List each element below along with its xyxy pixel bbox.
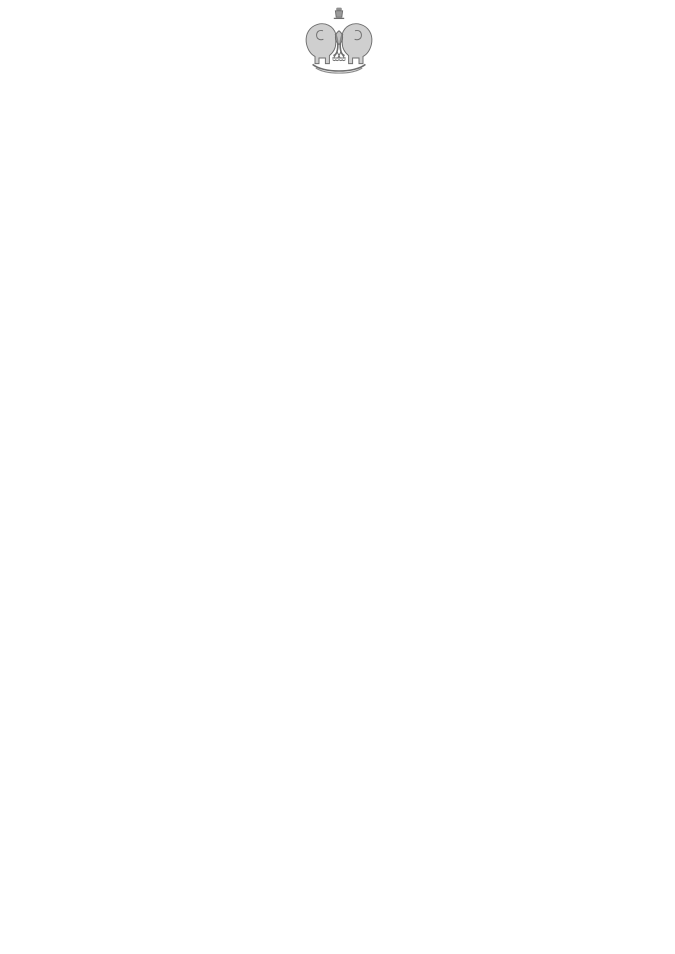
kerala-state-emblem-icon (299, 6, 379, 78)
